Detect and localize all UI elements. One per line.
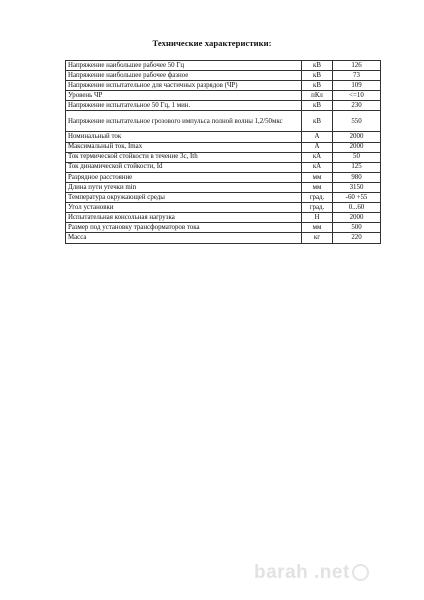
unit-cell: кВ [302,61,333,71]
value-cell: 0...60 [333,203,381,213]
param-cell: Испытательная консольная нагрузка [66,213,302,223]
table-row [66,223,381,233]
unit-cell: А [302,142,333,152]
value-cell: 109 [333,81,381,91]
value-cell: 980 [333,172,381,182]
table-row [66,203,381,213]
param-cell: Ток динамической стойкости, Id [66,162,302,172]
watermark [254,560,414,586]
param-cell: Длина пути утечки min [66,182,302,192]
param-cell: Уровень ЧР [66,91,302,101]
value-cell: 220 [333,233,381,243]
param-cell: Напряжение испытательное для частичных разрядов (ЧР) [66,81,302,91]
specs-table-body [66,61,381,244]
unit-cell: кВ [302,101,333,111]
unit-cell: мм [302,172,333,182]
table-row [66,81,381,91]
unit-cell: кВ [302,81,333,91]
value-cell: -60 +55 [333,193,381,203]
table-row [66,193,381,203]
param-cell: Угол установки [66,203,302,213]
unit-cell: кг [302,233,333,243]
table-row [66,91,381,101]
unit-cell: Н [302,213,333,223]
table-row [66,111,381,132]
table-row [66,142,381,152]
value-cell: 50 [333,152,381,162]
table-row [66,182,381,192]
param-cell: Ток термической стойкости в течение 3с, Ith [66,152,302,162]
table-row [66,132,381,142]
unit-cell: кА [302,152,333,162]
table-row [66,101,381,111]
table-row [66,71,381,81]
param-cell: Напряжение наибольшее рабочее 50 Гц [66,61,302,71]
unit-cell: мм [302,182,333,192]
value-cell: 230 [333,101,381,111]
specs-table [65,60,381,244]
value-cell: <=10 [333,91,381,101]
param-cell: Напряжение наибольшее рабочее фазное [66,71,302,81]
param-cell: Размер под установку трансформаторов тока [66,223,302,233]
watermark-text: barah .net [254,562,350,583]
value-cell: 3150 [333,182,381,192]
value-cell: 126 [333,61,381,71]
table-row [66,172,381,182]
unit-cell: кВ [302,111,333,132]
unit-cell: кА [302,162,333,172]
unit-cell: град. [302,203,333,213]
param-cell: Максимальный ток, Imax [66,142,302,152]
document-title: Технические характеристики: [152,38,272,48]
table-row [66,152,381,162]
unit-cell: град. [302,193,333,203]
table-row [66,162,381,172]
param-cell: Температура окружающей среды [66,193,302,203]
unit-cell: пКл [302,91,333,101]
value-cell: 2000 [333,132,381,142]
value-cell: 2000 [333,213,381,223]
unit-cell: кВ [302,71,333,81]
param-cell: Номинальный ток [66,132,302,142]
unit-cell: мм [302,223,333,233]
param-cell: Напряжение испытательное 50 Гц, 1 мин. [66,101,302,111]
table-row [66,233,381,243]
value-cell: 500 [333,223,381,233]
table-row [66,61,381,71]
value-cell: 125 [333,162,381,172]
param-cell: Разрядное расстояние [66,172,302,182]
value-cell: 73 [333,71,381,81]
ring-logo-icon [352,564,369,581]
param-cell: Напряжение испытательное грозового импульса полной волны 1,2/50мкс [66,111,302,132]
value-cell: 2000 [333,142,381,152]
unit-cell: А [302,132,333,142]
param-cell: Масса [66,233,302,243]
value-cell: 550 [333,111,381,132]
table-row [66,213,381,223]
